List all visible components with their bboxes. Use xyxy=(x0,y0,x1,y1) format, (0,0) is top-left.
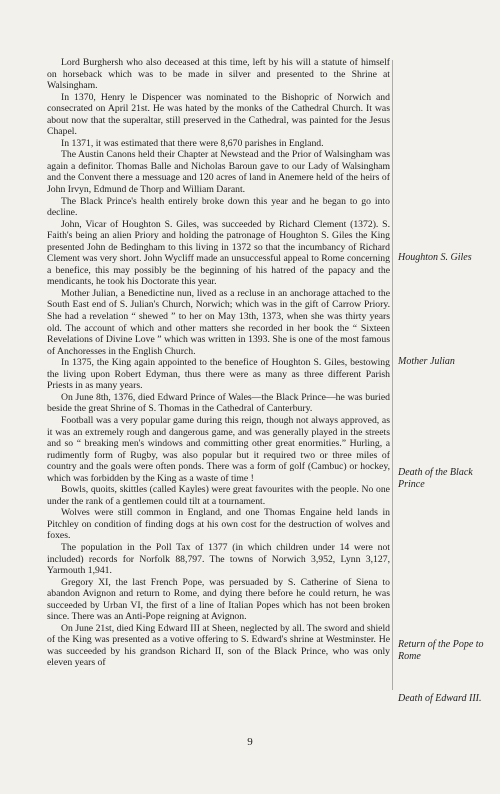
paragraph-burghersh: Lord Burghersh who also deceased at this time, left by his will a statute of himself on horseback which was to be made in silver and presented to the Shrine at Walsingham. xyxy=(47,57,390,92)
paragraph-gregory-xi: Gregory XI, the last French Pope, was persuaded by S. Catherine of Siena to abandon Avignon and return to Rome, and dying there before he could return, he was succeeded by Urban VI, the first of a line of Italian Popes which has not been broken since. There was an Anti-Pope reigning at Avignon. xyxy=(47,576,390,623)
paragraph-edyman: In 1375, the King again appointed to the benefice of Houghton S. Giles, bestowing the living upon Robert Edyman, thus there were as many as three different Parish Priests in as many years. xyxy=(47,357,390,392)
paragraph-edward-iii: On June 21st, died King Edward III at Sheen, neglected by all. The sword and shield of the King was presented as a votive offering to S. Edward's shrine at Westminster. He was succeeded by his grandson Richard II, son of the Black Prince, who was only eleven years of xyxy=(47,622,390,669)
paragraph-poll-tax: The population in the Poll Tax of 1377 (in which children under 14 were not included) records for Norfolk 88,797. The towns of Norwich 3,952, Lynn 3,127, Yarmouth 1,941. xyxy=(47,541,390,577)
paragraph-bowls: Bowls, quoits, skittles (called Kayles) were great favourites with the people. No one under the rank of a gentlemen could tilt at a tournament. xyxy=(47,484,390,507)
paragraph-austin-canons: The Austin Canons held their Chapter at Newstead and the Prior of Walsingham was again a definitor. Thomas Balle and Nicholas Baroun gave to our Lady of Walsingham and the Convent there a messuage and 120 acres of land in Anemere held of the heirs of John Irvyn, Edmund de Thorp and William Darant. xyxy=(47,149,390,196)
side-note-edward-iii: Death of Edward III. xyxy=(398,693,482,704)
paragraph-houghton-vicar: John, Vicar of Houghton S. Giles, was succeeded by Richard Clement (1372). S. Faith's being an alien Priory and holding the patronage of Houghton S. Giles the King presented John de Bedingham to this living in 1372 so that the incumbancy of Richard Clement was very short. John Wycliff made an unsuccessful appeal to Rome concerning a benefice, this may possibly be the beginning of his hatred of the papacy and the mendicants, he took his Doctorate this year. xyxy=(47,218,390,288)
paragraph-football: Football was a very popular game during this reign, though not always approved, as it was an extremely rough and dangerous game, and was generally played in the streets and so “ breaking men's windows and committing other great enormities.” Hurling, a rudimently form of Rugby, was also popular but it required two or three miles of country and the goals were often ponds. There was a form of golf (Cambuc) or hockey, which was forbidden by the King as a waste of time ! xyxy=(47,414,390,484)
side-note-mother-julian: Mother Julian xyxy=(398,356,455,367)
paragraph-death-black-prince: On June 8th, 1376, died Edward Prince of Wales—the Black Prince—he was buried beside the great Shrine of S. Thomas in the Cathedral of Canterbury. xyxy=(47,391,390,415)
paragraph-dispencer: In 1370, Henry le Dispencer was nominated to the Bishopric of Norwich and consecrated on April 21st. He was hated by the monks of the Cathedral Church. It was about now that the superaltar, still preserved in the Cathedral, was painted for the Jesus Chapel. xyxy=(47,91,390,138)
paragraph-parishes: In 1371, it was estimated that there were 8,670 parishes in England. xyxy=(61,137,324,149)
body-text xyxy=(47,57,390,669)
paragraph-wolves: Wolves were still common in England, and one Thomas Engaine held lands in Pitchley on condition of finding dogs at his own cost for the destruction of wolves and foxes. xyxy=(47,507,390,542)
side-note-black-prince: Death of the Black Prince xyxy=(398,467,473,490)
side-note-houghton: Houghton S. Giles xyxy=(398,252,472,263)
page-number: 9 xyxy=(247,736,253,748)
paragraph-mother-julian: Mother Julian, a Benedictine nun, lived as a recluse in an anchorage attached to the South East end of S. Julian's Church, Norwich; which was in the gift of Carrow Priory. She had a revelation “ shewed ” to her on May 13th, 1373, when she was thirty years old. The account of which and other matters she recorded in her book the “ Sixteen Revelations of Divine Love ” which was written in 1393. She is one of the most famous of Anchoresses in the English Church. xyxy=(47,287,390,357)
margin-rule xyxy=(392,60,393,690)
paragraph-black-prince-health: The Black Prince's health entirely broke down this year and he began to go into decline. xyxy=(47,195,390,219)
side-note-return-pope: Return of the Pope to Rome xyxy=(398,639,484,662)
